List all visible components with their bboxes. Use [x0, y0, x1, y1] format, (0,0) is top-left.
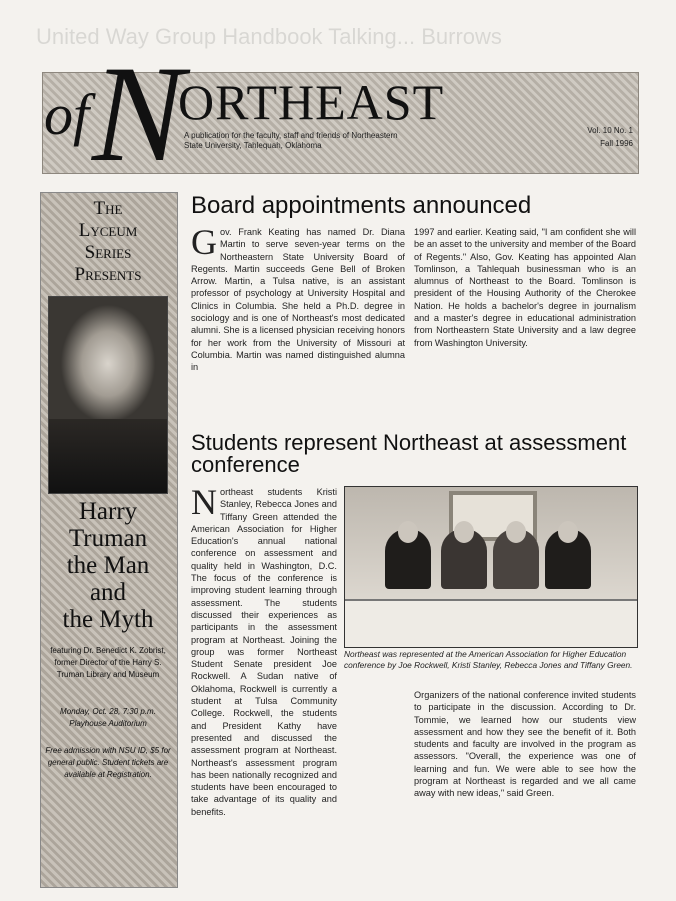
- sidebar-venue: Playhouse Auditorium: [69, 719, 147, 728]
- masthead-title: ORTHEAST: [178, 74, 445, 130]
- sidebar-ticket-note: Free admission with NSU ID, $5 for general public. Student tickets are available at Registration.: [45, 746, 171, 779]
- article-2-column-2: Organizers of the national conference invited students to participate in the discussion. According to Dr. Tommie, we learned how our students view assessment and how they see the benefit of it. Both students and faculty are involved in the program as assessors. "Overall, the experience was one of learning and fun. We were able to see how the program at Northeast is regarded and we all came away with new ideas," said Green.: [414, 690, 636, 799]
- sidebar-heading-line: Presents: [74, 264, 142, 285]
- conference-photo: [344, 486, 638, 648]
- masthead-of: of: [44, 82, 90, 147]
- issue-info: [575, 124, 633, 150]
- photo-caption: Northeast was represented at the American Association for Higher Education conference by Joe Rockwell, Kristi Stanley, Rebecca Jones and Tiffany Green.: [344, 649, 633, 670]
- masthead-initial: N: [92, 37, 185, 190]
- masthead-subtitle-line-1: A publication for the faculty, staff and friends of Northeastern: [184, 131, 398, 140]
- portrait-coat: [49, 419, 167, 493]
- article-2-text-1: ortheast students Kristi Stanley, Rebecca Jones and Tiffany Green attended the American Association for Higher Education's annual national conference on assessment and quality held in Washington, D.C. The focus of the conference is improving student learning through assessment. The students discussed their experiences as participants in the assessment program at Northeast. Joining the group was former Northeast Student Senate president Joe Rockwell. A Sudan native of Oklahoma, Rockwell is currently a student at Tulsa Community College. Rockwell, the students and President Kathy have presented and discussed the assessment program at Northeast. Northeast's assessment program has been nationally recognized and students have been encouraged to take advantage of its quality and benefits.: [191, 487, 337, 817]
- bleed-through-text: United Way Group Handbook Talking... Burrows: [36, 24, 502, 49]
- photo-person-head: [506, 521, 526, 543]
- photo-table: [345, 599, 637, 648]
- article-2-column-1: [191, 486, 337, 882]
- article-1-dropcap: G: [191, 226, 217, 262]
- article-1-text-1: ov. Frank Keating has named Dr. Diana Martin to serve seven-year terms on the Northeastern State University Board of Regents. Martin succeeds Gene Bell of Broken Arrow. Martin, a Tulsa native, is an assistant professor of psychology at University Hospital and Clinics in Columbia. She held a Ph.D. degree in sociology and is one of Northeast's most dedicated alumni. She is a licensed physician receiving honors for her work from the University of Missouri at Columbia. Martin was named distinguished alumna in: [191, 227, 405, 373]
- issue-volume: Vol. 10 No. 1: [587, 126, 633, 135]
- sidebar-title-line: Truman: [68, 525, 148, 552]
- photo-person-head: [398, 521, 418, 543]
- sidebar-presenter: featuring Dr. Benedict K. Zobrist, former Director of the Harry S. Truman Library and Museum: [50, 646, 166, 679]
- sidebar-heading: [44, 198, 172, 286]
- article-2-headline: Students represent Northeast at assessment conference: [191, 430, 627, 477]
- article-1-column-1: [191, 226, 405, 422]
- sidebar-event-title: [44, 498, 172, 633]
- truman-portrait: [48, 296, 168, 494]
- masthead-subtitle-line-2: State University, Tahlequah, Oklahoma: [184, 141, 322, 150]
- sidebar-title-line: the Myth: [62, 606, 154, 633]
- sidebar-heading-line: Lyceum: [78, 220, 138, 241]
- article-1-headline: Board appointments announced: [191, 192, 532, 219]
- sidebar-title-line: the Man: [66, 552, 150, 579]
- photo-person-head: [454, 521, 474, 543]
- sidebar-heading-line: The: [93, 198, 123, 219]
- article-2-dropcap: N: [191, 486, 217, 522]
- sidebar-title-line: and: [89, 579, 127, 606]
- masthead-subtitle: [184, 131, 494, 151]
- article-1-column-2: 1997 and earlier. Keating said, "I am confident she will be an asset to the university and member of the Board of Regents." Also, Gov. Keating has appointed Alan Tomlinson, a Tahlequah businessman who is an alumnus of Northeast to the Board. Tomlinson is president of the Housing Authority of the Cherokee Nation. He holds a bachelor's degree in journalism and a master's degree in educational administration from Northeastern State University and a law degree from Washington University.: [414, 227, 636, 348]
- sidebar-date: Monday, Oct. 28, 7:30 p.m.: [60, 707, 156, 716]
- photo-person-head: [558, 521, 578, 543]
- issue-date: Fall 1996: [600, 139, 633, 148]
- sidebar-title-line: Harry: [78, 498, 138, 525]
- sidebar-heading-line: Series: [84, 242, 132, 263]
